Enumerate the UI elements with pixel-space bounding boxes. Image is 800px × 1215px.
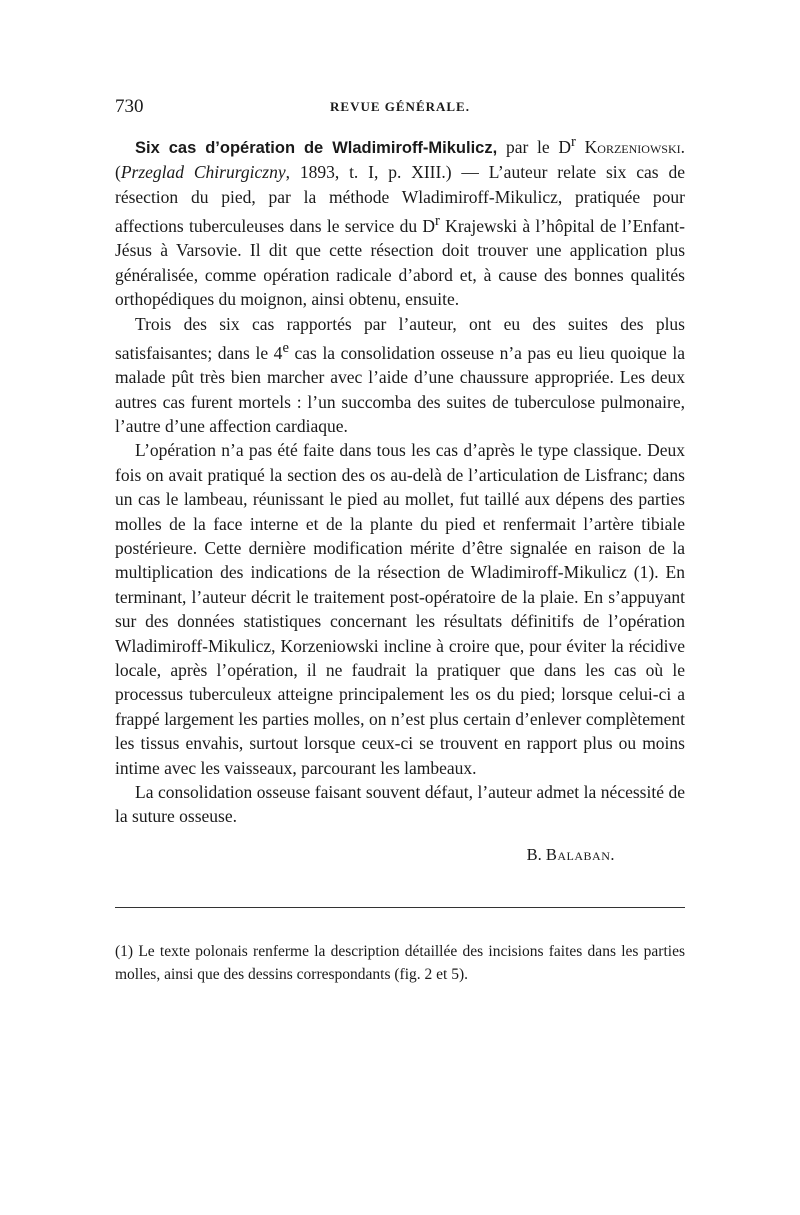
paragraph-2-sup: e (282, 339, 289, 356)
signature (115, 843, 685, 867)
paragraph-1 (115, 130, 685, 312)
citation-details: , 1893, t. I, p. XIII.) (285, 162, 452, 183)
paragraph-1-text: — L’auteur relate six cas de résection du pied, par la méthode Wladimiroff-Mikulicz, pratiquée pour affections tuberculeuses dans le service du D (115, 162, 685, 236)
paragraph-2-a: Trois des six cas rapportés par l’auteur, ont eu des suites des plus satisfaisantes; dans le 4 (115, 313, 685, 363)
author-name: Korzeniowski. (575, 136, 685, 157)
running-title: REVUE GÉNÉRALE. (330, 99, 470, 114)
footnote-divider (115, 907, 685, 908)
citation-open: ( (115, 162, 121, 183)
byline-sup: r (571, 134, 576, 150)
running-head (115, 96, 685, 122)
article-body (115, 130, 685, 867)
byline-prefix: par le D (497, 136, 572, 157)
paragraph-2 (115, 312, 685, 439)
paragraph-4: La consolidation osseuse faisant souvent défaut, l’auteur admet la nécessité de la suture osseuse. (115, 782, 685, 827)
article-title: Six cas d’opération de Wladimiroff-Mikulicz, (135, 138, 498, 157)
book-page (115, 96, 685, 986)
journal-title: Przeglad Chirurgiczny (120, 162, 286, 183)
page-number: 730 (115, 96, 144, 117)
paragraph-1-sup: r (435, 213, 440, 230)
footnote (115, 940, 685, 986)
signature-name: Balaban. (545, 844, 615, 864)
paragraph-2-b: cas la consolidation osseuse n’a pas eu lieu quoique la malade pût très bien marcher avec l’aide d’une chaussure appropriée. Les deux autres cas furent mortels : l’un succomba des suites de tuberculose pulmonaire, l’autre d’une affection cardiaque. (115, 342, 685, 436)
footnote-text: (1) Le texte polonais renferme la description détaillée des incisions faites dans les parties molles, ainsi que des dessins correspondants (fig. 2 et 5). (115, 943, 685, 984)
paragraph-1-end: Krajewski à l’hôpital de l’Enfant-Jésus à Varsovie. Il dit que cette résection doit trouver une application plus généralisée, comme opération radicale d’abord et, à cause des bonnes qualités orthopédiques du moignon, ainsi obtenu, ensuite. (115, 215, 685, 310)
paragraph-3: L’opération n’a pas été faite dans tous les cas d’après le type classique. Deux fois on avait pratiqué la section des os au-delà de l’articulation de Lisfranc; dans un cas le lambeau, réunissant le pied au mollet, fut taillé aux dépens des parties molles de la face interne et de la plante du pied et renfermait l’artère tibiale postérieure. Cette dernière modification mérite d’être signalée en raison de la multiplication des indications de la résection de Wladimiroff-Mikulicz (1). En terminant, l’auteur décrit le traitement post-opératoire de la plaie. En s’appuyant sur des données statistiques concernant les résultats définitifs de l’opération Wladimiroff-Mikulicz, Korzeniowski incline à croire que, pour éviter la récidive locale, après l’opération, il ne faudrait la pratiquer que dans les cas où le processus tuberculeux atteigne principalement les os du pied; lorsque celui-ci a frappé largement les parties molles, on n’est plus certain d’enlever complètement les tissus envahis, surtout lorsque ceux-ci se trouvent en rapport plus ou moins intime avec les vaisseaux, parcourant les lambeaux. (115, 440, 685, 778)
signature-initial: B. (526, 844, 546, 864)
